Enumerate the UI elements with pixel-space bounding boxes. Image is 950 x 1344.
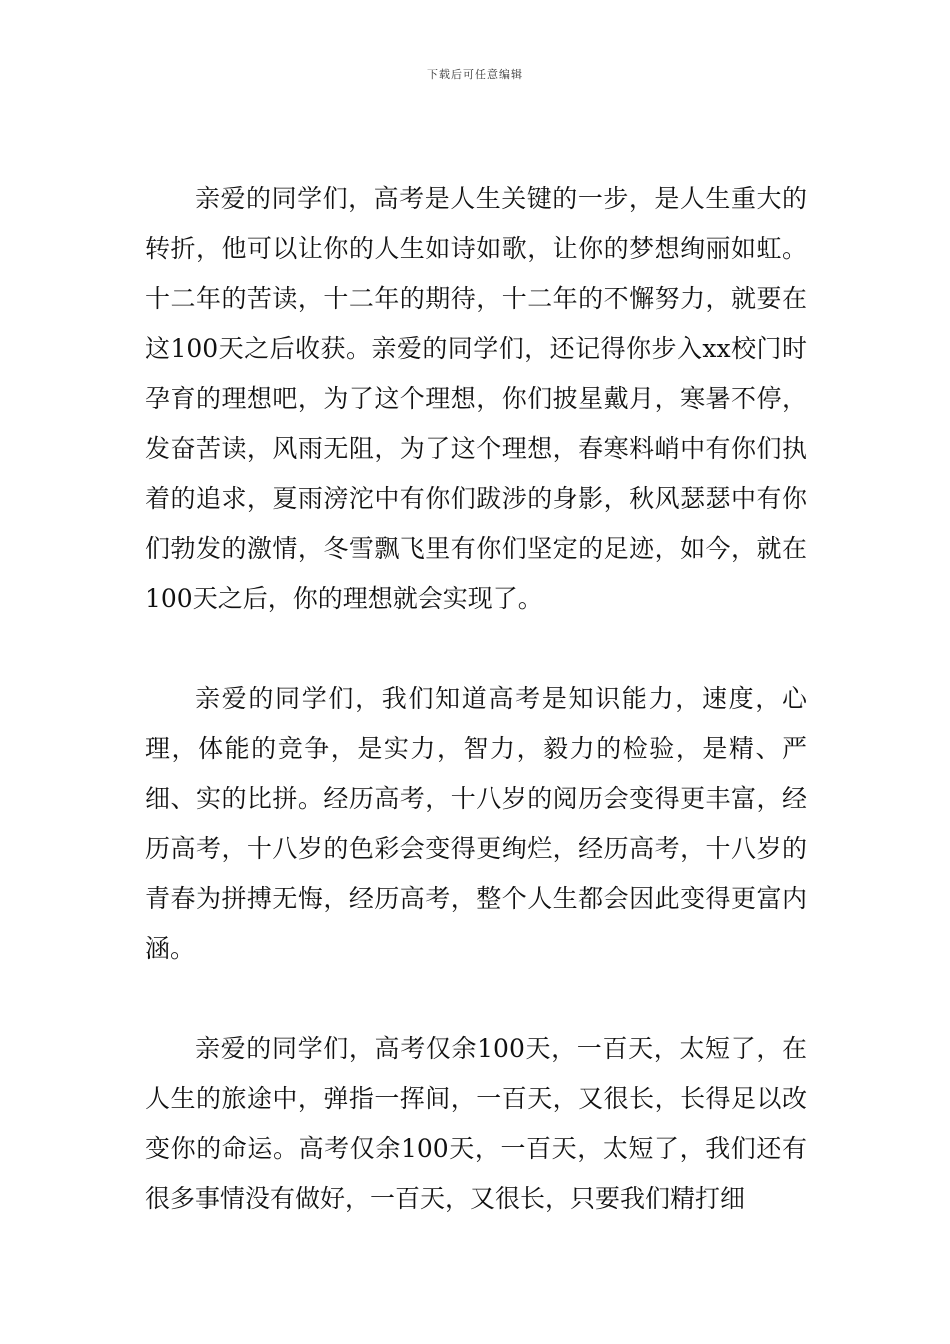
header-note: 下载后可任意编辑	[427, 68, 523, 81]
document-body	[145, 174, 807, 1224]
paragraph-3: 亲爱的同学们，高考仅余100天，一百天，太短了，在人生的旅途中，弹指一挥间，一百天，又很长，长得足以改变你的命运。高考仅余100天，一百天，太短了，我们还有很多事情没有做好，一百天，又很长，只要我们精打细	[145, 1034, 807, 1213]
paragraph-1: 亲爱的同学们，高考是人生关键的一步，是人生重大的转折，他可以让你的人生如诗如歌，让你的梦想绚丽如虹。十二年的苦读，十二年的期待，十二年的不懈努力，就要在这100天之后收获。亲爱的同学们，还记得你步入xx校门时孕育的理想吧，为了这个理想，你们披星戴月，寒暑不停，发奋苦读，风雨无阻，为了这个理想，春寒料峭中有你们执着的追求，夏雨滂沱中有你们跋涉的身影，秋风瑟瑟中有你们勃发的激情，冬雪飘飞里有你们坚定的足迹，如今，就在100天之后，你的理想就会实现了。	[145, 184, 807, 613]
paragraph-2: 亲爱的同学们，我们知道高考是知识能力，速度，心理，体能的竞争，是实力，智力，毅力的检验，是精、严细、实的比拼。经历高考，十八岁的阅历会变得更丰富，经历高考，十八岁的色彩会变得更绚烂，经历高考，十八岁的青春为拼搏无悔，经历高考，整个人生都会因此变得更富内涵。	[145, 684, 807, 963]
